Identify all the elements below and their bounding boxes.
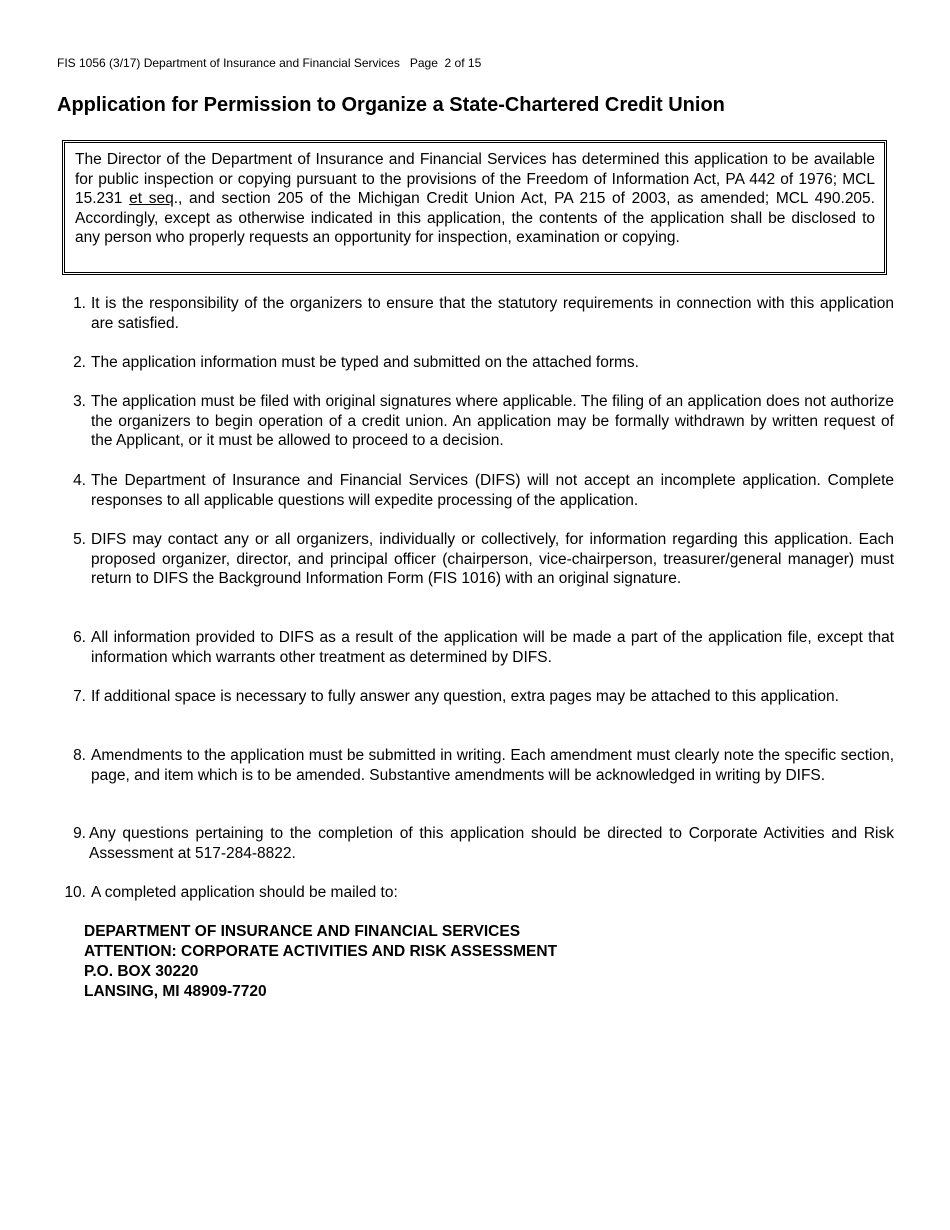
item-text: Any questions pertaining to the completion of this application should be directed to Corporate Activities and Risk Assessment at 517-284-8822. [89, 825, 894, 862]
page-title: Application for Permission to Organize a State-Chartered Credit Union [57, 94, 725, 116]
item-text: All information provided to DIFS as a result of the application will be made a part of the application file, except that information which warrants other treatment as determined by DIFS. [91, 629, 894, 666]
notice-text-part2: ., and section 205 of the Michigan Credit Union Act, PA 215 of 2003, as amended; MCL 490.205. Accordingly, except as otherwise indicated in this application, the contents of the application shall be disclosed to any person who properly requests an opportunity for inspection, examination or copying. [75, 190, 875, 247]
item-text: Amendments to the application must be submitted in writing. Each amendment must clearly note the specific section, page, and item which is to be amended. Substantive amendments will be acknowledged in writing by DIFS. [91, 747, 894, 784]
item-number: 2. [73, 354, 86, 371]
list-item [56, 746, 894, 785]
item-text: It is the responsibility of the organizers to ensure that the statutory requirements in connection with this application are satisfied. [91, 295, 894, 332]
item-text: If additional space is necessary to fully answer any question, extra pages may be attached to this application. [91, 688, 839, 705]
list-item [56, 392, 894, 451]
address-line: LANSING, MI 48909-7720 [84, 983, 267, 1000]
item-number: 6. [73, 629, 86, 646]
list-item [56, 294, 894, 333]
list-item [56, 530, 894, 589]
list-item [56, 353, 894, 373]
item-number: 3. [73, 393, 86, 410]
list-item [56, 687, 894, 707]
item-number: 5. [73, 531, 86, 548]
list-item [56, 628, 894, 667]
address-line: DEPARTMENT OF INSURANCE AND FINANCIAL SERVICES [84, 923, 521, 940]
list-item [56, 471, 894, 510]
notice-text-part1: The Director of the Department of Insurance and Financial Services has determined this application to be available for public inspection or copying pursuant to the provisions of the Freedom of Information Act, PA 442 of 1976; MCL 15.231 [75, 151, 875, 208]
item-text: The application information must be typed and submitted on the attached forms. [91, 354, 639, 371]
list-item [56, 824, 894, 863]
item-text: The Department of Insurance and Financial Services (DIFS) will not accept an incomplete application. Complete responses to all applicable questions will expedite processing of the application. [91, 472, 894, 509]
item-number: 10. [64, 884, 86, 901]
item-text: DIFS may contact any or all organizers, individually or collectively, for information regarding this application. Each proposed organizer, director, and principal officer (chairperson, vice-chairperson, treasurer/general manager) must return to DIFS the Background Information Form (FIS 1016) with an original signature. [91, 531, 894, 588]
address-line: P.O. BOX 30220 [84, 963, 199, 980]
item-number: 8. [73, 747, 86, 764]
item-text: The application must be filed with original signatures where applicable. The filing of an application does not authorize the organizers to begin operation of a credit union. An application may be formally withdrawn by written request of the Applicant, or it must be allowed to proceed to a decision. [91, 393, 894, 450]
list-item [56, 883, 894, 903]
notice-text-underlined: et seq [129, 190, 174, 208]
mailing-address [84, 922, 557, 1002]
item-number: 4. [73, 472, 86, 489]
item-text: A completed application should be mailed to: [91, 884, 398, 901]
item-number: 7. [73, 688, 86, 705]
address-line: ATTENTION: CORPORATE ACTIVITIES AND RISK ASSESSMENT [84, 943, 558, 960]
item-number: 9. [73, 825, 86, 842]
item-number: 1. [73, 295, 86, 312]
form-header: FIS 1056 (3/17) Department of Insurance and Financial Services Page 2 of 15 [57, 56, 482, 70]
disclosure-notice [62, 140, 887, 275]
